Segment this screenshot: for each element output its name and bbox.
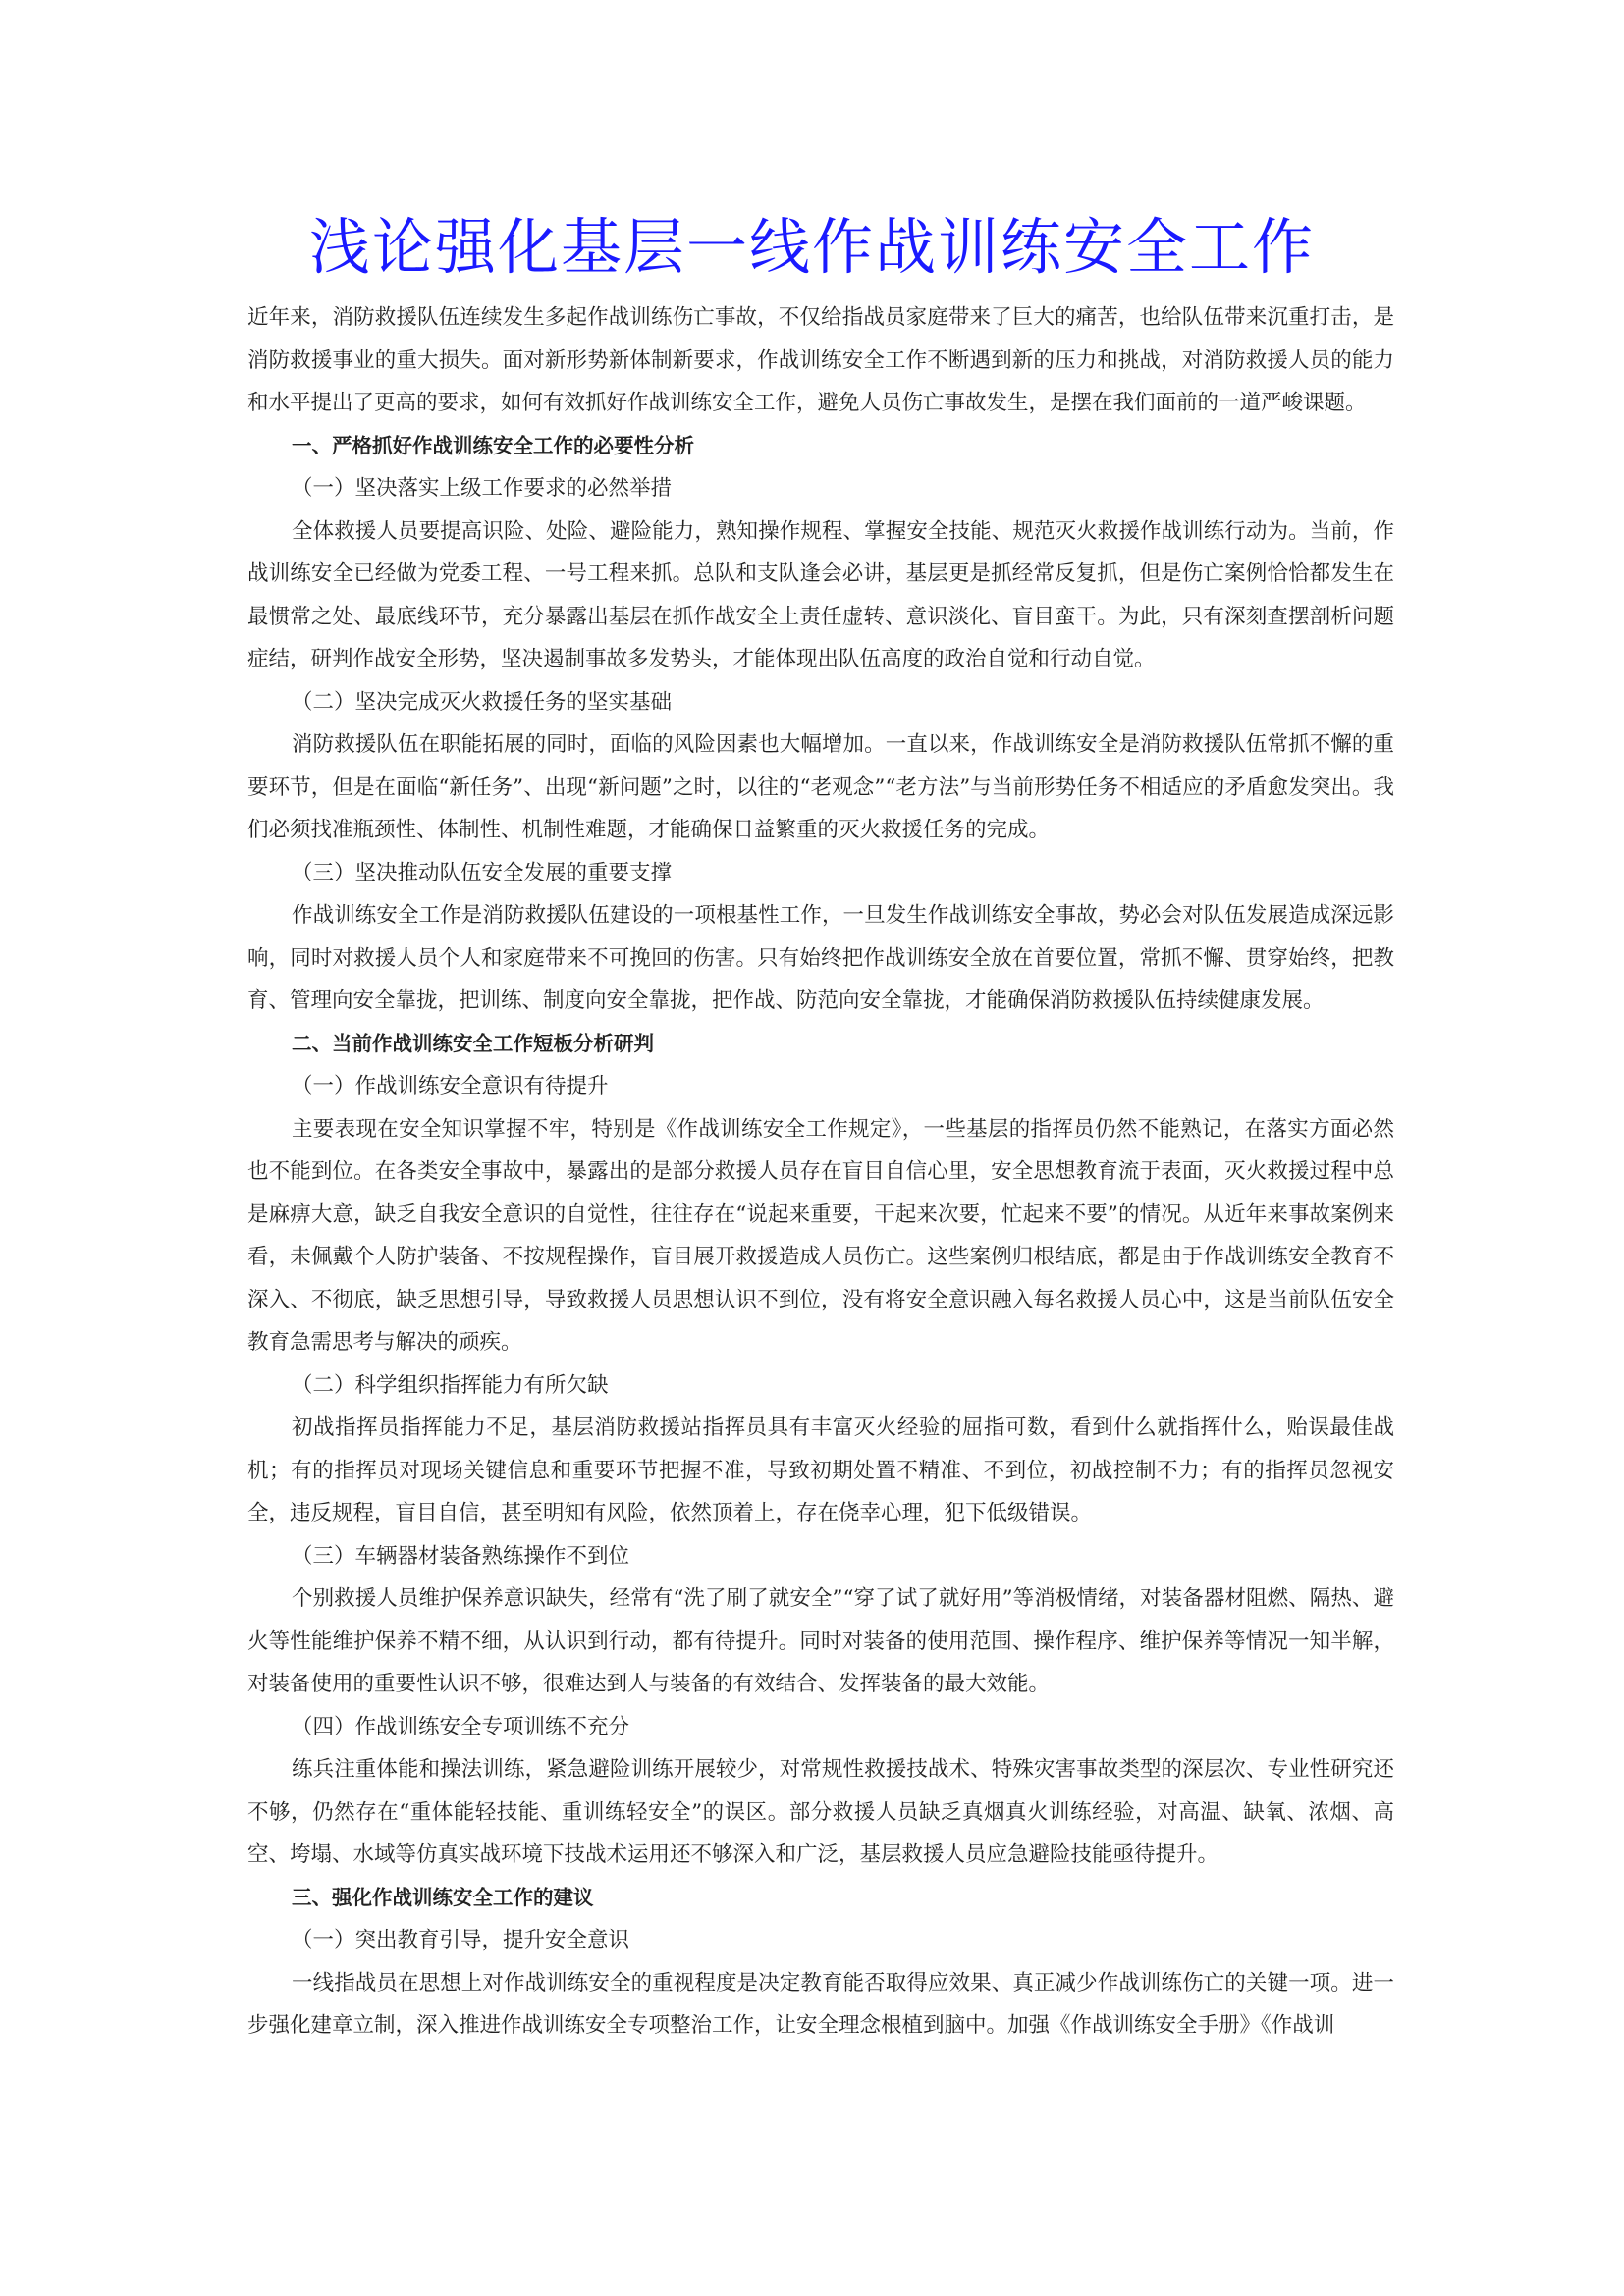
subsection-heading: （一）突出教育引导，提升安全意识 [292, 1928, 630, 1952]
paragraph: 全体救援人员要提高识险、处险、避险能力，熟知操作规程、掌握安全技能、规范灭火救援作战训练行动为。当前，作战训练安全已经做为党委工程、一号工程来抓。总队和支队逢会必讲，基层更是抓经常反复抓，但是伤亡案例恰恰都发生在最惯常之处、最底线环节，充分暴露出基层在抓作战安全上责任虚转、意识淡化、盲目蛮干。为此，只有深刻查摆剖析问题症结，研判作战安全形势，坚决遏制事故多发势头，才能体现出队伍高度的政治自觉和行动自觉。 [247, 518, 1394, 671]
paragraph: 练兵注重体能和操法训练，紧急避险训练开展较少，对常规性救援技战术、特殊灾害事故类型的深层次、专业性研究还不够，仍然存在“重体能轻技能、重训练轻安全”的误区。部分救援人员缺乏真烟真火训练经验，对高温、缺氧、浓烟、高空、垮塌、水域等仿真实战环境下技战术运用还不够深入和广泛，基层救援人员应急避险技能亟待提升。 [247, 1757, 1394, 1867]
paragraph: 个别救援人员维护保养意识缺失，经常有“洗了刷了就安全”“穿了试了就好用”等消极情绪，对装备器材阻燃、隔热、避火等性能维护保养不精不细，从认识到行动，都有待提升。同时对装备的使用范围、操作程序、维护保养等情况一知半解，对装备使用的重要性认识不够，很难达到人与装备的有效结合、发挥装备的最大效能。 [247, 1586, 1394, 1696]
section-heading: 三、强化作战训练安全工作的建议 [292, 1885, 594, 1909]
subsection-heading: （三）坚决推动队伍安全发展的重要支撑 [292, 860, 673, 885]
paragraph: 一线指战员在思想上对作战训练安全的重视程度是决定教育能否取得应效果、真正减少作战训练伤亡的关键一项。进一步强化建章立制，深入推进作战训练安全专项整治工作，让安全理念根植到脑中。加强《作战训练安全手册》《作战训 [247, 1970, 1394, 2038]
subsection-heading: （二）坚决完成灭火救援任务的坚实基础 [292, 689, 673, 715]
document-title: 浅论强化基层一线作战训练安全工作 [308, 211, 1315, 283]
document-body [247, 296, 1394, 2048]
subsection-heading: （三）车辆器材装备熟练操作不到位 [292, 1543, 630, 1569]
paragraph: 作战训练安全工作是消防救援队伍建设的一项根基性工作，一旦发生作战训练安全事故，势必会对队伍发展造成深远影响，同时对救援人员个人和家庭带来不可挽回的伤害。只有始终把作战训练安全放在首要位置，常抓不懈、贯穿始终，把教育、管理向安全靠拢，把训练、制度向安全靠拢，把作战、防范向安全靠拢，才能确保消防救援队伍持续健康发展。 [247, 903, 1394, 1013]
subsection-heading: （四）作战训练安全专项训练不充分 [292, 1714, 630, 1739]
subsection-heading: （一）坚决落实上级工作要求的必然举措 [292, 476, 673, 501]
paragraph: 初战指挥员指挥能力不足，基层消防救援站指挥员具有丰富灭火经验的屈指可数，看到什么就指挥什么，贻误最佳战机；有的指挥员对现场关键信息和重要环节把握不准，导致初期处置不精准、不到位，初战控制不力；有的指挥员忽视安全，违反规程，盲目自信，甚至明知有风险，依然顶着上，存在侥幸心理，犯下低级错误。 [247, 1415, 1394, 1525]
paragraph: 消防救援队伍在职能拓展的同时，面临的风险因素也大幅增加。一直以来，作战训练安全是消防救援队伍常抓不懈的重要环节，但是在面临“新任务”、出现“新问题”之时，以往的“老观念”“老方法”与当前形势任务不相适应的矛盾愈发突出。我们必须找准瓶颈性、体制性、机制性难题，才能确保日益繁重的灭火救援任务的完成。 [247, 732, 1394, 842]
subsection-heading: （二）科学组织指挥能力有所欠缺 [292, 1372, 609, 1398]
section-heading: 一、严格抓好作战训练安全工作的必要性分析 [292, 433, 694, 457]
intro-paragraph: 近年来，消防救援队伍连续发生多起作战训练伤亡事故，不仅给指战员家庭带来了巨大的痛苦，也给队伍带来沉重打击，是消防救援事业的重大损失。面对新形势新体制新要求，作战训练安全工作不断遇到新的压力和挑战，对消防救援人员的能力和水平提出了更高的要求，如何有效抓好作战训练安全工作，避免人员伤亡事故发生，是摆在我们面前的一道严峻课题。 [247, 305, 1394, 415]
subsection-heading: （一）作战训练安全意识有待提升 [292, 1074, 609, 1098]
paragraph: 主要表现在安全知识掌握不牢，特别是《作战训练安全工作规定》，一些基层的指挥员仍然不能熟记，在落实方面必然也不能到位。在各类安全事故中，暴露出的是部分救援人员存在盲目自信心里，安全思想教育流于表面，灭火救援过程中总是麻痹大意，缺乏自我安全意识的自觉性，往往存在“说起来重要，干起来次要，忙起来不要”的情况。从近年来事故案例来看，未佩戴个人防护装备、不按规程操作，盲目展开救援造成人员伤亡。这些案例归根结底，都是由于作战训练安全教育不深入、不彻底，缺乏思想引导，导致救援人员思想认识不到位，没有将安全意识融入每名救援人员心中，这是当前队伍安全教育急需思考与解决的顽疾。 [247, 1116, 1394, 1355]
section-heading: 二、当前作战训练安全工作短板分析研判 [292, 1031, 654, 1055]
